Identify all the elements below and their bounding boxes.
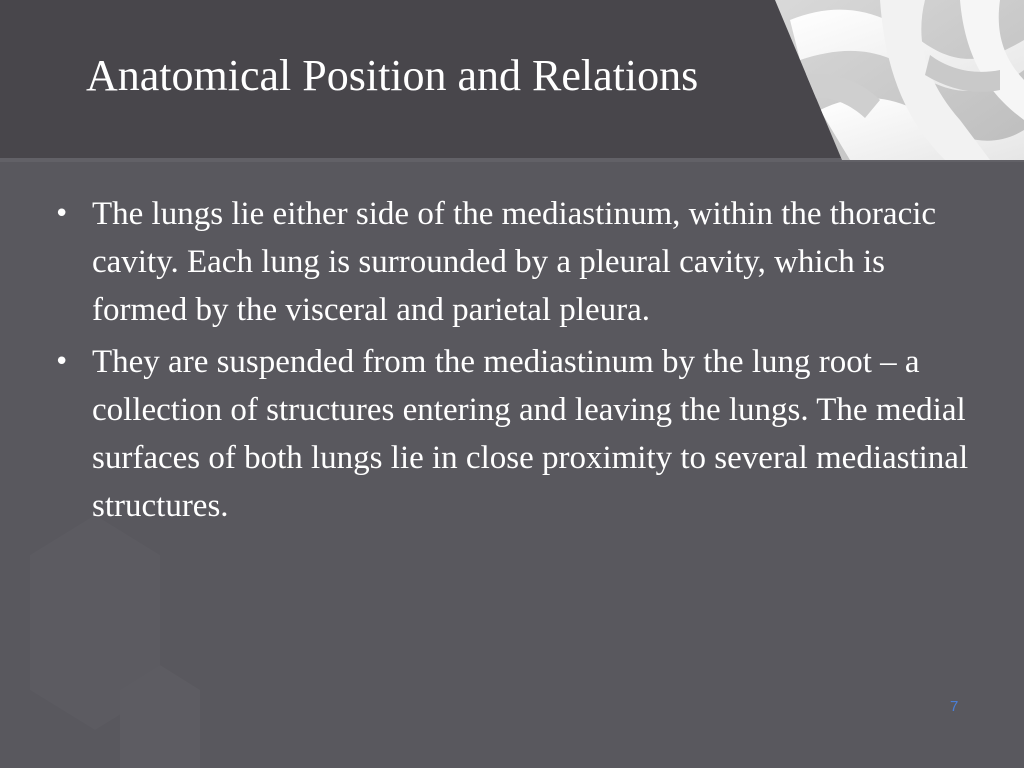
bullet-marker: •	[54, 199, 70, 229]
bullet-item	[50, 190, 980, 334]
bullet-text: The lungs lie either side of the mediastinum, within the thoracic cavity. Each lung is surrounded by a pleural cavity, which is formed by the visceral and parietal pleura.	[92, 196, 937, 328]
page-number: 7	[950, 698, 959, 715]
bullet-marker: •	[54, 347, 70, 377]
bullet-text: They are suspended from the mediastinum by the lung root – a collection of structures entering and leaving the lungs. The medial surfaces of both lungs lie in close proximity to several mediastinal structures.	[92, 344, 969, 524]
bullet-list	[50, 190, 980, 534]
bullet-item	[50, 338, 980, 530]
slide-title: Anatomical Position and Relations	[86, 51, 699, 100]
